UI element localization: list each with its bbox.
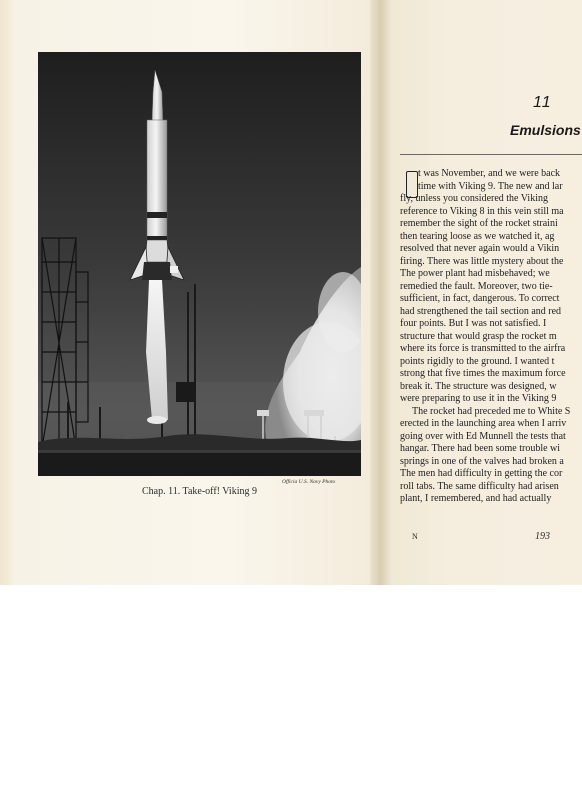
chapter-title: Emulsions — [510, 122, 581, 138]
body-line: then tearing loose as we watched it, ag — [400, 230, 555, 242]
body-line: four points. But I was not satisfied. I — [400, 318, 547, 329]
body-line: break it. The structure was designed, w — [400, 380, 557, 392]
body-line: going over with Ed Munnell the tests that — [400, 430, 566, 442]
body-line: structure that would grasp the rocket m — [400, 330, 557, 342]
chapter-number: 11 — [533, 94, 552, 111]
body-line: had strengthened the tail section and red — [400, 305, 562, 317]
body-line: remedied the fault. Moreover, two tie- — [400, 280, 553, 292]
body-line: t was November, and we were back — [418, 168, 561, 179]
body-line: strong that five times the maximum force — [400, 368, 566, 379]
body-line: resolved that never again would a Vikin — [400, 243, 560, 254]
body-line: were preparing to use it in the Viking 9 — [400, 393, 557, 404]
body-line: firing. There was little mystery about the — [400, 255, 564, 267]
signature-mark: N — [412, 532, 418, 541]
body-line: plant, I remembered, and had actually — [400, 493, 552, 504]
body-line: The power plant had misbehaved; we — [400, 268, 550, 279]
photo-credit: Officia U.S. Navy Photo — [282, 479, 336, 485]
body-line: hangar. There had been some trouble wi — [400, 443, 561, 454]
body-line: time with Viking 9. The new and lar — [418, 180, 563, 192]
body-line: roll tabs. The same difficulty had arisen — [400, 480, 559, 492]
body-line: The men had difficulty in getting the cor — [400, 468, 563, 479]
body-line: where its force is transmitted to the airfra — [400, 343, 566, 354]
body-line: fly, unless you considered the Viking — [400, 193, 548, 204]
figure-caption: Chap. 11. Take-off! Viking 9 — [142, 486, 257, 497]
body-line: reference to Viking 8 in this vein still ma — [400, 205, 564, 217]
body-line: springs in one of the valves had broken a — [400, 455, 564, 467]
body-line: erected in the launching area when I arriv — [400, 418, 567, 429]
body-line: points rigidly to the ground. I wanted t — [400, 355, 555, 367]
body-line: sufficient, in fact, dangerous. To correct — [400, 293, 560, 304]
body-line: remember the sight of the rocket straini — [400, 218, 558, 229]
page-number: 193 — [535, 531, 550, 542]
body-line: The rocket had preceded me to White S — [412, 405, 571, 417]
